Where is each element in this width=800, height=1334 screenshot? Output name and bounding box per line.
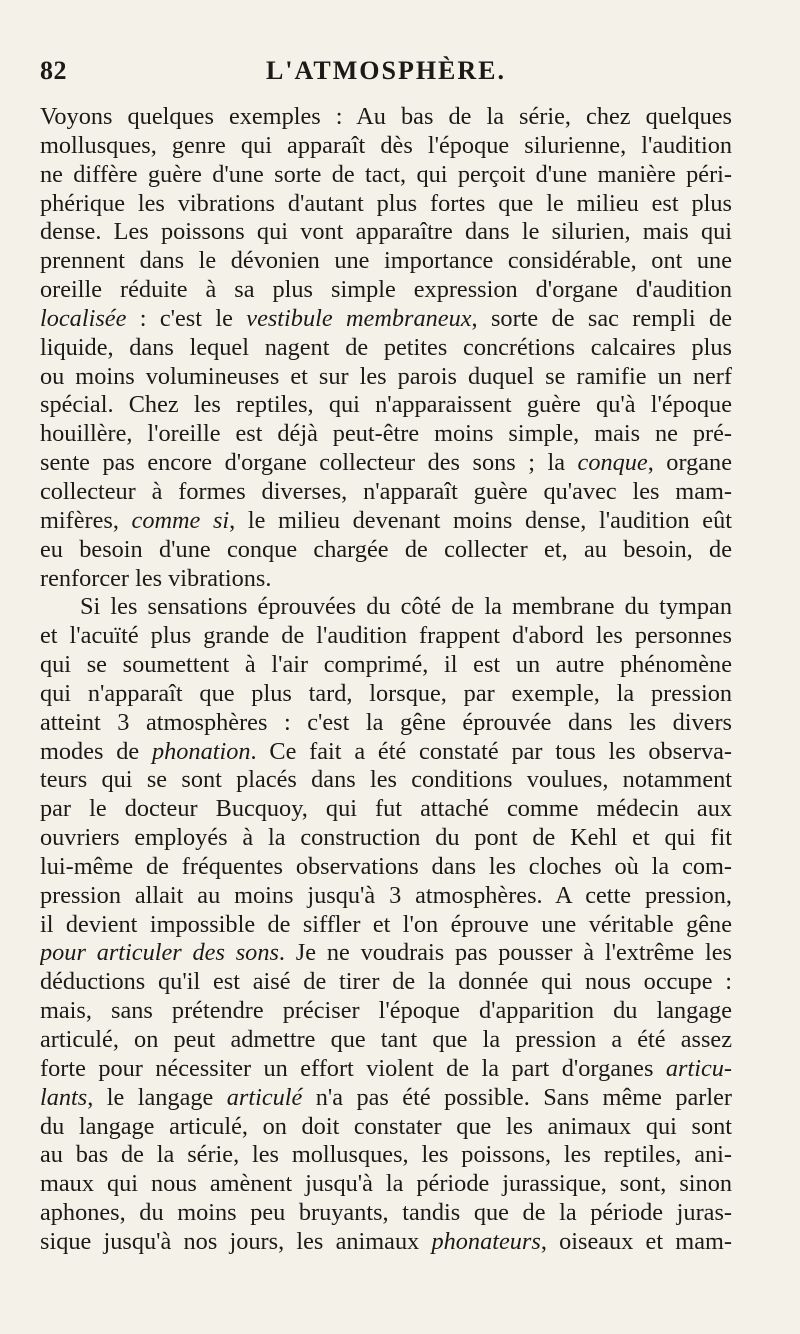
text-segment: sique jusqu'à nos jours, les animaux [40, 1227, 432, 1255]
text-line [40, 507, 732, 536]
text-segment: spécial. Chez les reptiles, qui n'apparaissent guère qu'à l'époque [40, 391, 732, 419]
italic-text: articulé [226, 1083, 303, 1111]
text-line [40, 766, 732, 795]
text-line [40, 1170, 732, 1199]
text-line [40, 103, 732, 132]
text-segment: . Ce fait a été constaté par tous les observa- [250, 737, 732, 765]
italic-text: conque [577, 449, 648, 477]
text-line [40, 565, 732, 594]
text-segment: sente pas encore d'organe collecteur des sons ; la [40, 449, 578, 477]
text-segment: liquide, dans lequel nagent de petites concrétions calcaires plus [40, 333, 732, 361]
text-segment: eu besoin d'une conque chargée de collecter et, au besoin, de [40, 535, 732, 563]
text-segment: atteint 3 atmosphères : c'est la gêne éprouvée dans les divers [40, 708, 732, 736]
text-segment: pression allait au moins jusqu'à 3 atmosphères. A cette pression, [40, 881, 732, 909]
italic-text: comme si [131, 506, 230, 534]
text-segment: mifères, [40, 506, 132, 534]
text-line [40, 1026, 732, 1055]
text-line [40, 882, 732, 911]
text-line [40, 911, 732, 940]
text-segment: n'a pas été possible. Sans même parler [302, 1083, 732, 1111]
text-line [40, 478, 732, 507]
text-line [40, 218, 732, 247]
text-segment: , sorte de sac rempli de [471, 304, 732, 332]
text-line [40, 536, 732, 565]
text-segment: au bas de la série, les mollusques, les poissons, les reptiles, ani- [40, 1141, 732, 1169]
text-segment: modes de [40, 737, 152, 765]
text-line [40, 190, 732, 219]
text-segment: qui n'apparaît que plus tard, lorsque, par exemple, la pression [40, 679, 732, 707]
italic-text: phonation [151, 737, 251, 765]
text-line [40, 305, 732, 334]
text-segment: : c'est le [126, 304, 247, 332]
text-segment: ne diffère guère d'une sorte de tact, qui perçoit d'une manière péri- [40, 160, 732, 188]
text-segment: déductions qu'il est aisé de tirer de la donnée qui nous occupe : [40, 968, 732, 996]
text-segment: , le langage [87, 1083, 227, 1111]
text-segment: oreille réduite à sa plus simple expression d'organe d'audition [40, 276, 732, 304]
text-line [40, 247, 732, 276]
running-title: L'ATMOSPHÈRE. [265, 56, 507, 85]
text-line [40, 132, 732, 161]
text-segment: collecteur à formes diverses, n'apparaît guère qu'avec les mam- [40, 477, 732, 505]
text-segment: et l'acuïté plus grande de l'audition frappent d'abord les personnes [40, 622, 732, 650]
text-line [40, 680, 732, 709]
text-line [40, 1199, 732, 1228]
text-line [40, 622, 732, 651]
text-segment: mollusques, genre qui apparaît dès l'époque silurienne, l'audition [40, 131, 732, 159]
italic-text: pour articuler des sons [40, 939, 279, 967]
text-line [40, 824, 732, 853]
text-segment: mais, sans prétendre préciser l'époque d'apparition du langage [40, 997, 732, 1025]
italic-text: vestibule membraneux [246, 304, 472, 332]
text-segment: du langage articulé, on doit constater que les animaux qui sont [40, 1112, 732, 1140]
text-line [40, 1055, 732, 1084]
text-segment: . Je ne voudrais pas pousser à l'extrême les [278, 939, 732, 967]
text-segment: articulé, on peut admettre que tant que la pression a été assez [40, 1026, 732, 1053]
text-segment: par le docteur Bucquoy, qui fut attaché comme médecin aux [40, 795, 732, 823]
text-segment: maux qui nous amènent jusqu'à la période jurassique, sont, sinon [40, 1170, 732, 1198]
text-line [40, 420, 732, 449]
text-segment: , le milieu devenant moins dense, l'audition eût [229, 506, 732, 534]
body-text [40, 103, 732, 1257]
text-line [40, 738, 732, 767]
text-segment: prennent dans le dévonien une importance considérable, ont une [40, 247, 732, 275]
text-segment: aphones, du moins peu bruyants, tandis que de la période juras- [40, 1199, 732, 1227]
italic-text: phonateurs [431, 1227, 541, 1255]
text-line [40, 1228, 732, 1257]
text-line [40, 997, 732, 1026]
text-segment: il devient impossible de siffler et l'on éprouve une véritable gêne [40, 910, 732, 938]
page-number: 82 [40, 56, 67, 85]
text-line [40, 1113, 732, 1142]
text-line [40, 709, 732, 738]
italic-text: lants [40, 1083, 88, 1111]
text-line [40, 334, 732, 363]
text-segment: ou moins volumineuses et sur les parois duquel se ramifie un nerf [40, 362, 732, 390]
text-line [40, 593, 732, 622]
text-line [40, 795, 732, 824]
text-segment: Si les sensations éprouvées du côté de la membrane du tympan [80, 593, 732, 621]
italic-text: localisée [40, 304, 127, 332]
text-segment: lui-même de fréquentes observations dans les cloches où la com- [40, 852, 732, 880]
text-segment: renforcer les vibrations. [40, 564, 272, 592]
text-segment: , oiseaux et mam- [540, 1227, 732, 1255]
italic-text: articu- [665, 1054, 732, 1082]
text-segment: , organe [647, 449, 732, 477]
text-line [40, 968, 732, 997]
text-line [40, 363, 732, 392]
text-line [40, 276, 732, 305]
text-line [40, 651, 732, 680]
text-segment: teurs qui se sont placés dans les conditions voulues, notamment [40, 766, 732, 794]
text-segment: qui se soumettent à l'air comprimé, il est un autre phénomène [40, 651, 732, 679]
text-segment: Voyons quelques exemples : Au bas de la série, chez quelques [40, 103, 732, 130]
page-header [40, 56, 732, 96]
text-line [40, 449, 732, 478]
text-line [40, 1141, 732, 1170]
text-segment: phérique les vibrations d'autant plus fortes que le milieu est plus [40, 189, 732, 217]
text-segment: houillère, l'oreille est déjà peut-être moins simple, mais ne pré- [40, 420, 732, 448]
text-segment: ouvriers employés à la construction du pont de Kehl et qui fit [40, 824, 732, 852]
text-segment: forte pour nécessiter un effort violent de la part d'organes [40, 1054, 666, 1082]
text-line [40, 391, 732, 420]
text-line [40, 939, 732, 968]
text-line [40, 1084, 732, 1113]
text-segment: dense. Les poissons qui vont apparaître dans le silurien, mais qui [40, 218, 732, 246]
text-line [40, 161, 732, 190]
text-line [40, 853, 732, 882]
